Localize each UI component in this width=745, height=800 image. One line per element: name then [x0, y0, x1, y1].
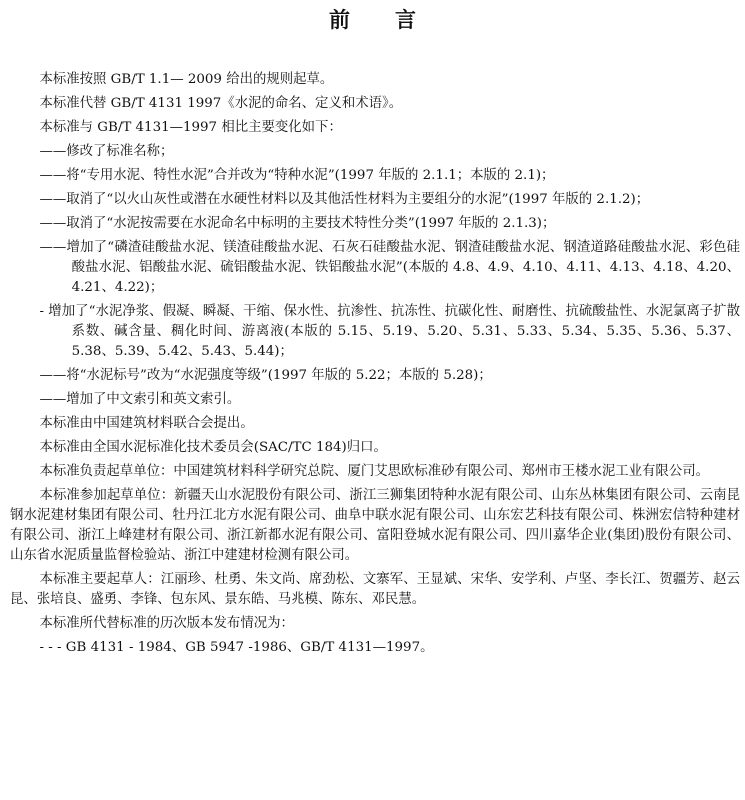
change-item: - 增加了“水泥净浆、假凝、瞬凝、干缩、保水性、抗渗性、抗冻性、抗碳化性、耐磨性、抗硫酸盐性、水泥氯离子扩散系数、碱含量、稠化时间、游离液(本版的 5.15、5.19、5.20、5.31、5.33、5.34、5.35、5.36、5.37、5.38、5.39、5.42、5.43、5.44)； [39, 304, 740, 359]
document-body [10, 70, 740, 658]
change-item: ——修改了标准名称； [39, 144, 174, 159]
page-title: 前 言 [328, 7, 435, 32]
paragraph-lead-drafters: 本标准负责起草单位：中国建筑材料科学研究总院、厦门艾思欧标准砂有限公司、郑州市王楼水泥工业有限公司。 [39, 464, 709, 479]
paragraph-replaces: 本标准代替 GB/T 4131 1997《水泥的命名、定义和术语》。 [39, 96, 403, 111]
change-item: ——增加了“磷渣硅酸盐水泥、镁渣硅酸盐水泥、石灰石硅酸盐水泥、钢渣硅酸盐水泥、钢渣道路硅酸盐水泥、彩色硅酸盐水泥、铝酸盐水泥、硫铝酸盐水泥、铁铝酸盐水泥”(本版的 4.8、4.9、4.10、4.11、4.13、4.18、4.20、4.21、4.22)； [39, 240, 740, 295]
change-item: ——取消了“以火山灰性或潜在水硬性材料以及其他活性材料为主要组分的水泥”(1997 年版的 2.1.2)； [39, 192, 650, 207]
change-item: ——将“专用水泥、特性水泥”合并改为“特种水泥”(1997 年版的 2.1.1；本版的 2.1)； [39, 168, 555, 183]
paragraph-centralized-by: 本标准由全国水泥标准化技术委员会(SAC/TC 184)归口。 [39, 440, 387, 455]
change-item: ——增加了中文索引和英文索引。 [39, 392, 241, 407]
paragraph-participating-drafters: 本标准参加起草单位：新疆天山水泥股份有限公司、浙江三狮集团特种水泥有限公司、山东丛林集团有限公司、云南昆钢水泥建材集团有限公司、牡丹江北方水泥有限公司、曲阜中联水泥有限公司、山东宏艺科技有限公司、株洲宏信特种建材有限公司、浙江上峰建材有限公司、浙江新都水泥有限公司、富阳登城水泥有限公司、四川嘉华企业(集团)股份有限公司、山东省水泥质量监督检验站、浙江中建建材检测有限公司。 [10, 488, 740, 563]
paragraph-drafting-rules: 本标准按照 GB/T 1.1— 2009 给出的规则起草。 [39, 72, 334, 87]
paragraph-main-drafters: 本标准主要起草人：江丽珍、杜勇、朱文尚、席劲松、文寨军、王显斌、宋华、安学利、卢坚、李长江、贺疆芳、赵云昆、张培良、盛勇、李锋、包东风、景东皓、马兆模、陈东、邓民慧。 [10, 572, 740, 607]
paragraph-changes-intro: 本标准与 GB/T 4131—1997 相比主要变化如下： [39, 120, 342, 135]
history-versions: - - - GB 4131 - 1984、GB 5947 -1986、GB/T 4131—1997。 [39, 640, 434, 655]
paragraph-history-intro: 本标准所代替标准的历次版本发布情况为： [39, 616, 294, 631]
change-item: ——将“水泥标号”改为“水泥强度等级”(1997 年版的 5.22；本版的 5.28)； [39, 368, 492, 383]
change-item: ——取消了“水泥按需要在水泥命名中标明的主要技术特性分类”(1997 年版的 2.1.3)； [39, 216, 556, 231]
paragraph-proposed-by: 本标准由中国建筑材料联合会提出。 [39, 416, 254, 431]
